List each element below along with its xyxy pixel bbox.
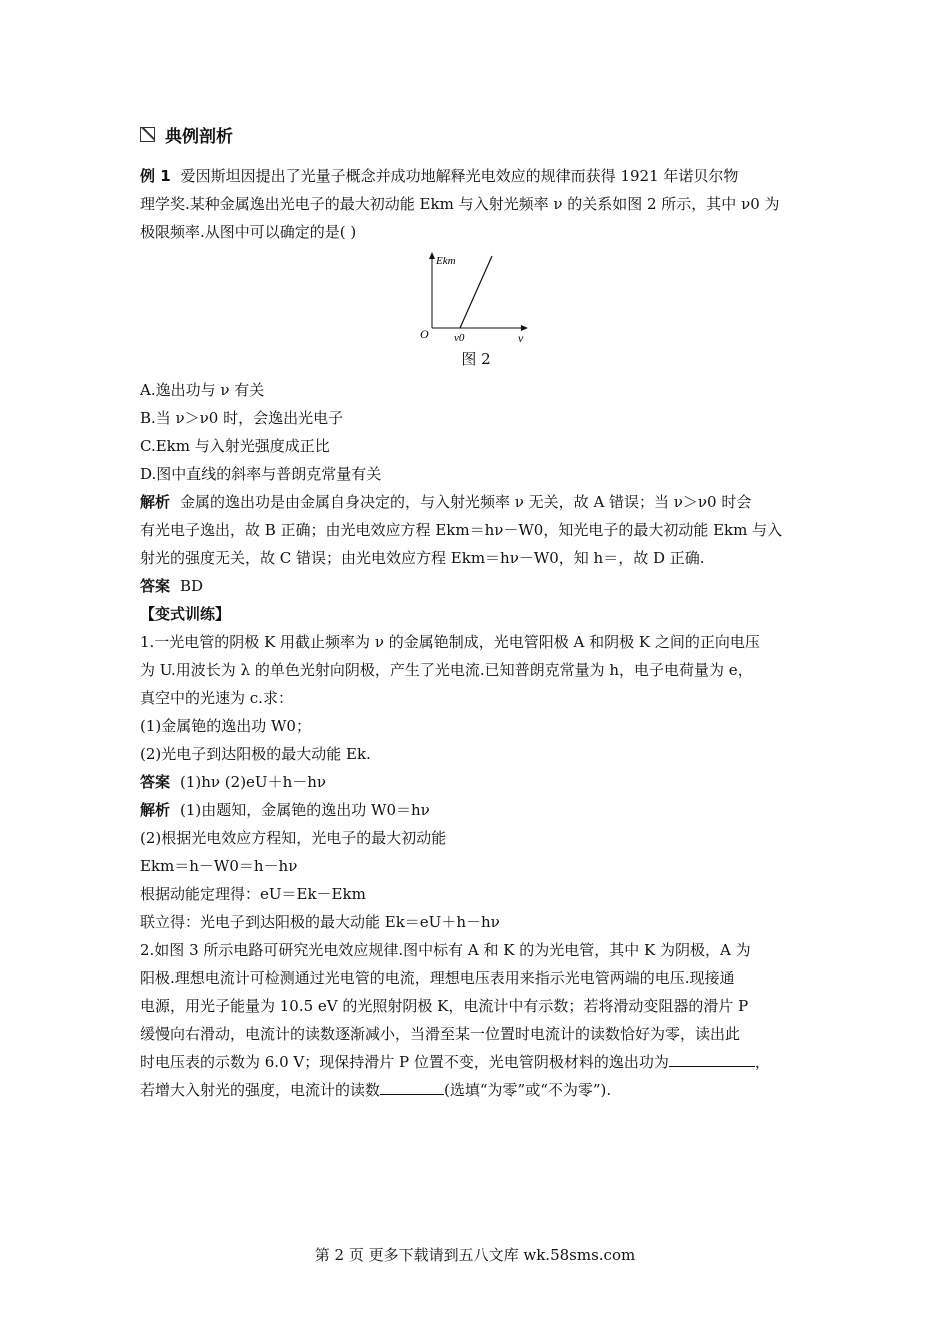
x-axis-label: ν: [518, 331, 524, 345]
answer-blank-2: [380, 1080, 444, 1095]
answer2: 答案 (1)hν (2)eU＋h－hν: [140, 773, 327, 791]
answer-label: 答案: [140, 773, 171, 791]
x-tick-label: ν0: [454, 332, 465, 344]
q1-part1: (1)金属铯的逸出功 W0；: [140, 717, 311, 735]
q2-line1: 2.如图 3 所示电路可研究光电效应规律.图中标有 A 和 K 的为光电管，其中 K 为阴极，A 为: [140, 941, 751, 959]
q2-line3: 电源，用光子能量为 10.5 eV 的光照射阴极 K，电流计中有示数；若将滑动变阻器的滑片 P: [140, 997, 749, 1015]
variant-heading: 【变式训练】: [140, 605, 231, 623]
q2-line2: 阳极.理想电流计可检测通过光电管的电流，理想电压表用来指示光电管两端的电压.现接通: [140, 969, 735, 987]
q2-line5: 时电压表的示数为 6.0 V；现保持滑片 P 位置不变，光电管阴极材料的逸出功为 ，: [140, 1053, 770, 1071]
q1-line1: 1.一光电管的阴极 K 用截止频率为 ν 的金属铯制成，光电管阳极 A 和阴极 K 之间的正向电压: [140, 633, 760, 651]
page-footer: 第 2 页 更多下载请到五八文库 wk.58sms.com: [314, 1246, 636, 1264]
answer-blank-1: [669, 1052, 755, 1067]
data-line: [460, 256, 492, 328]
origin-label: O: [420, 327, 429, 341]
example-label: 例 1: [140, 167, 171, 185]
square-bullet-icon: [140, 127, 155, 142]
analysis1-line3: 射光的强度无关，故 C 错误；由光电效应方程 Ekm＝hν－W0，知 h＝，故 D 正确.: [140, 549, 705, 567]
q2-line4: 缓慢向右滑动，电流计的读数逐渐减小，当滑至某一位置时电流计的读数恰好为零，读出此: [140, 1025, 741, 1043]
q2-line6: 若增大入射光的强度，电流计的读数 (选填“为零”或“不为零”).: [140, 1081, 612, 1099]
analysis2-line3: Ekm＝h－W0＝h－hν: [140, 857, 298, 875]
analysis2-line5: 联立得：光电子到达阳极的最大动能 Ek＝eU＋h－hν: [140, 913, 500, 931]
answer-label: 答案: [140, 577, 171, 595]
analysis2-line1: 解析 (1)由题知，金属铯的逸出功 W0＝hν: [140, 801, 430, 819]
ek-nu-graph: [402, 250, 532, 346]
q1-line2: 为 U.用波长为 λ 的单色光射向阴极，产生了光电流.已知普朗克常量为 h，电子电荷量为 e，: [140, 661, 753, 679]
answer1: 答案 BD: [140, 577, 204, 595]
figure-caption: 图 2: [461, 350, 491, 368]
content-body: [140, 162, 812, 1104]
analysis1-line1: 解析 金属的逸出功是由金属自身决定的，与入射光频率 ν 无关，故 A 错误；当 ν＞ν0 时会: [140, 493, 752, 511]
analysis2-line4: 根据动能定理得：eU＝Ek－Ekm: [140, 885, 366, 903]
analysis2-line2: (2)根据光电效应方程知，光电子的最大初动能: [140, 829, 447, 847]
example1-line2: 理学奖.某种金属逸出光电子的最大初动能 Ekm 与入射光频率 ν 的关系如图 2 所示，其中 ν0 为: [140, 195, 780, 213]
option-b: B.当 ν＞ν0 时，会逸出光电子: [140, 409, 344, 427]
y-axis-label: Ekm: [436, 255, 456, 267]
y-axis-arrow: [429, 252, 435, 259]
option-d: D.图中直线的斜率与普朗克常量有关: [140, 465, 382, 483]
q1-part2: (2)光电子到达阳极的最大动能 Ek.: [140, 745, 371, 763]
analysis1-line2: 有光电子逸出，故 B 正确；由光电效应方程 Ekm＝hν－W0，知光电子的最大初动能 Ekm 与入: [140, 521, 783, 539]
option-a: A.逸出功与 ν 有关: [140, 381, 265, 399]
figure-2: [140, 250, 812, 346]
section-title: 典例剖析: [165, 127, 233, 147]
option-c: C.Ekm 与入射光强度成正比: [140, 437, 330, 455]
example1-line1: 例 1 爱因斯坦因提出了光量子概念并成功地解释光电效应的规律而获得 1921 年诺贝尔物: [140, 167, 739, 185]
example1-line3: 极限频率.从图中可以确定的是( ): [140, 223, 357, 241]
analysis-label: 解析: [140, 493, 171, 511]
analysis-label: 解析: [140, 801, 171, 819]
q1-line3: 真空中的光速为 c.求：: [140, 689, 293, 707]
section-heading: [140, 122, 233, 147]
